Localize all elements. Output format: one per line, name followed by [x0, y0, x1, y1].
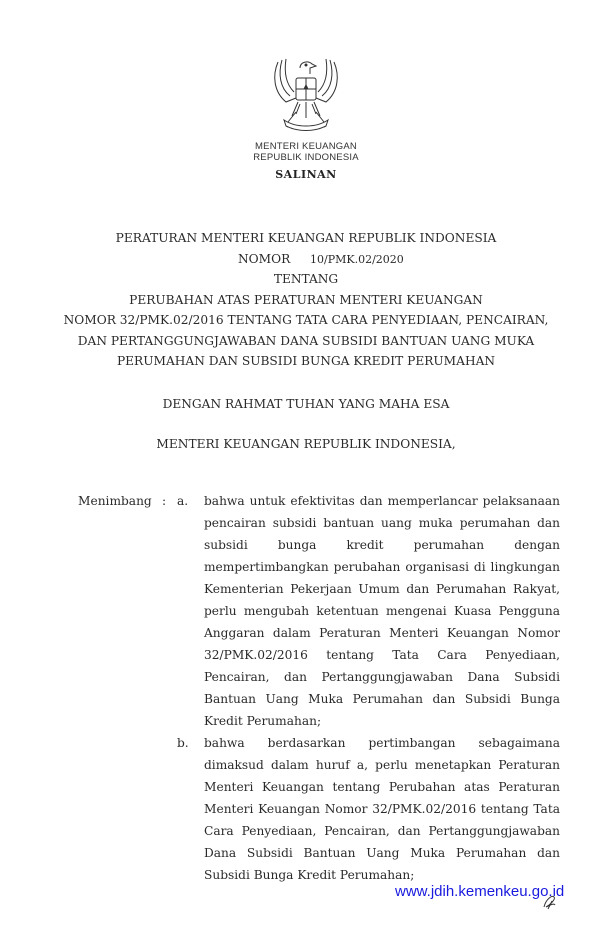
item-b-line: bahwa berdasarkan pertimbangan sebagaimana — [204, 736, 560, 750]
item-a-line: Anggaran dalam Peraturan Menteri Keuangan Nomor — [204, 626, 560, 640]
menimbang-colon: : — [162, 494, 167, 508]
menimbang-label: Menimbang — [78, 494, 152, 508]
item-b-line: dimaksud dalam huruf a, perlu menetapkan Peraturan — [204, 758, 560, 772]
item-a-line: subsidi bunga kredit perumahan dengan — [204, 538, 560, 552]
number-value: 10/PMK.02/2020 — [310, 253, 404, 266]
regulation-number — [238, 252, 404, 266]
item-b-line: Cara Penyediaan, Pencairan, dan Pertanggungjawaban — [204, 824, 560, 838]
tentang-label: TENTANG — [273, 272, 339, 286]
item-a-line: bahwa untuk efektivitas dan memperlancar pelaksanaan — [204, 494, 560, 508]
item-a-line: perlu mengubah ketentuan mengenai Kuasa Pengguna — [204, 604, 560, 618]
paraf-initial-icon — [540, 893, 560, 911]
number-label: NOMOR — [238, 252, 291, 266]
invocation: DENGAN RAHMAT TUHAN YANG MAHA ESA — [162, 397, 450, 411]
copy-label: SALINAN — [275, 168, 337, 181]
item-b-line: Dana Subsidi Bantuan Uang Muka Perumahan dan — [204, 846, 560, 860]
org-name-line1: MENTERI KEUANGAN — [255, 141, 357, 152]
item-a-line: Bantuan Uang Muka Perumahan dan Subsidi Bunga — [204, 692, 560, 706]
item-b-line: Subsidi Bunga Kredit Perumahan; — [204, 868, 415, 882]
item-b-line: Menteri Keuangan tentang Perubahan atas Peraturan — [204, 780, 560, 794]
item-b-line: Menteri Keuangan Nomor 32/PMK.02/2016 tentang Tata — [204, 802, 560, 816]
jdih-website-link[interactable]: www.jdih.kemenkeu.go.id — [395, 883, 565, 900]
subject-line: PERUMAHAN DAN SUBSIDI BUNGA KREDIT PERUMAHAN — [116, 354, 496, 368]
item-a-line: 32/PMK.02/2016 tentang Tata Cara Penyediaan, — [204, 648, 560, 662]
issuer: MENTERI KEUANGAN REPUBLIK INDONESIA, — [156, 437, 456, 451]
item-letter-b: b. — [177, 736, 189, 750]
org-name-line2: REPUBLIK INDONESIA — [253, 152, 359, 163]
item-a-line: Kredit Perumahan; — [204, 714, 322, 728]
regulation-title: PERATURAN MENTERI KEUANGAN REPUBLIK INDONESIA — [115, 231, 497, 245]
subject-line: NOMOR 32/PMK.02/2016 TENTANG TATA CARA PENYEDIAAN, PENCAIRAN, — [63, 313, 549, 327]
subject-line: DAN PERTANGGUNGJAWABAN DANA SUBSIDI BANTUAN UANG MUKA — [77, 334, 535, 348]
garuda-emblem-icon — [266, 54, 346, 136]
item-a-line: pencairan subsidi bantuan uang muka perumahan dan — [204, 516, 560, 530]
subject-line: PERUBAHAN ATAS PERATURAN MENTERI KEUANGAN — [129, 293, 483, 307]
item-a-line: Kementerian Pekerjaan Umum dan Perumahan Rakyat, — [204, 582, 560, 596]
item-letter-a: a. — [177, 494, 189, 508]
item-a-line: mempertimbangkan perubahan organisasi di lingkungan — [204, 560, 560, 574]
item-a-line: Pencairan, dan Pertanggungjawaban Dana Subsidi — [204, 670, 560, 684]
